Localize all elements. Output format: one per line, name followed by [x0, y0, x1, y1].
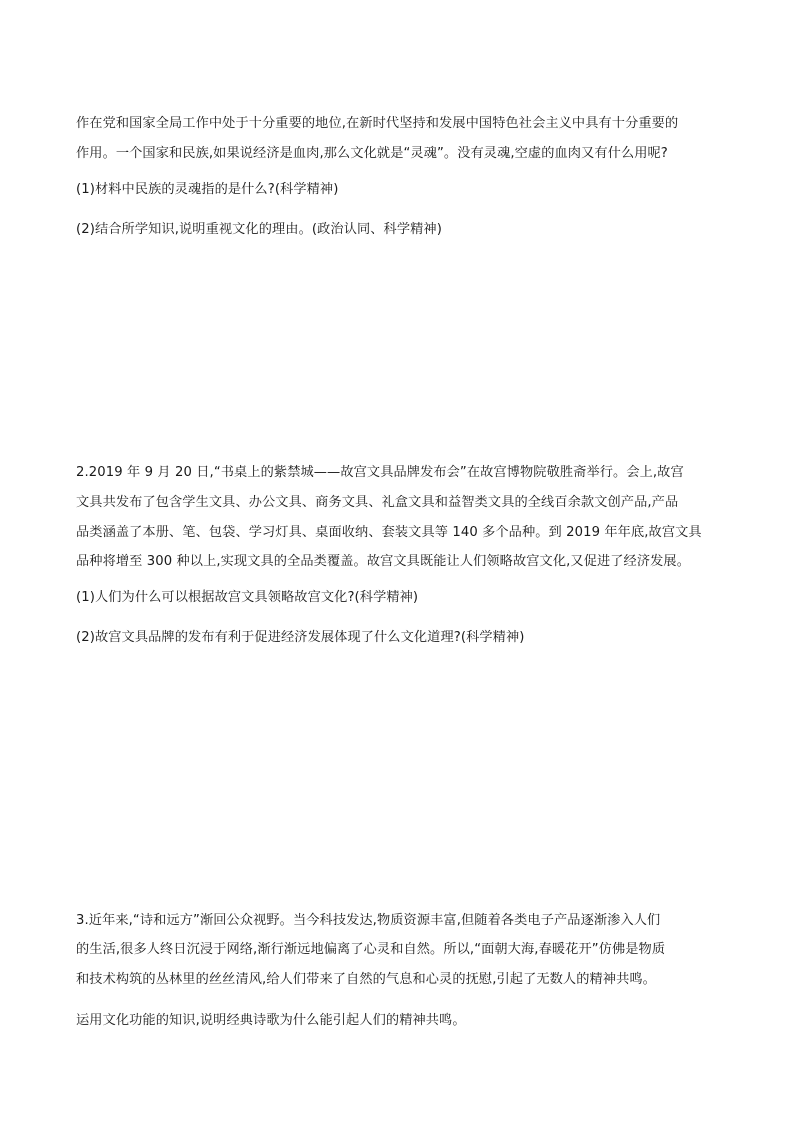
paragraph-line: 的生活,很多人终日沉浸于网络,渐行渐远地偏离了心灵和自然。所以,“面朝大海,春暖花开”仿佛是物质 [76, 942, 666, 957]
question-1-2: (2)结合所学知识,说明重视文化的理由。(政治认同、科学精神) [76, 222, 442, 237]
paragraph-line: 和技术构筑的丛林里的丝丝清风,给人们带来了自然的气息和心灵的抚慰,引起了无数人的精神共鸣。 [76, 972, 656, 987]
paragraph-line: 品种将增至 300 种以上,实现文具的全品类覆盖。故宫文具既能让人们领略故宫文化,又促进了经济发展。 [76, 554, 690, 569]
question-1-1: (1)材料中民族的灵魂指的是什么?(科学精神) [76, 182, 339, 197]
question-2-2: (2)故宫文具品牌的发布有利于促进经济发展体现了什么文化道理?(科学精神) [76, 630, 525, 645]
paragraph-line: 作在党和国家全局工作中处于十分重要的地位,在新时代坚持和发展中国特色社会主义中具有十分重要的 [76, 116, 679, 131]
question-3: 运用文化功能的知识,说明经典诗歌为什么能引起人们的精神共鸣。 [76, 1013, 466, 1028]
paragraph-line: 文具共发布了包含学生文具、办公文具、商务文具、礼盒文具和益智类文具的全线百余款文创产品,产品 [76, 495, 679, 510]
paragraph-line: 2.2019 年 9 月 20 日,“书桌上的紫禁城——故宫文具品牌发布会”在故宫博物院敬胜斋举行。会上,故宫 [76, 465, 684, 480]
paragraph-line: 3.近年来,“诗和远方”渐回公众视野。当今科技发达,物质资源丰富,但随着各类电子产品逐渐渗入人们 [76, 913, 661, 928]
paragraph-line: 作用。一个国家和民族,如果说经济是血肉,那么文化就是“灵魂”。没有灵魂,空虚的血肉又有什么用呢? [76, 146, 668, 161]
paragraph-line: 品类涵盖了本册、笔、包袋、学习灯具、桌面收纳、套装文具等 140 多个品种。到 2019 年年底,故宫文具 [76, 525, 702, 540]
question-2-1: (1)人们为什么可以根据故宫文具领略故宫文化?(科学精神) [76, 590, 419, 605]
